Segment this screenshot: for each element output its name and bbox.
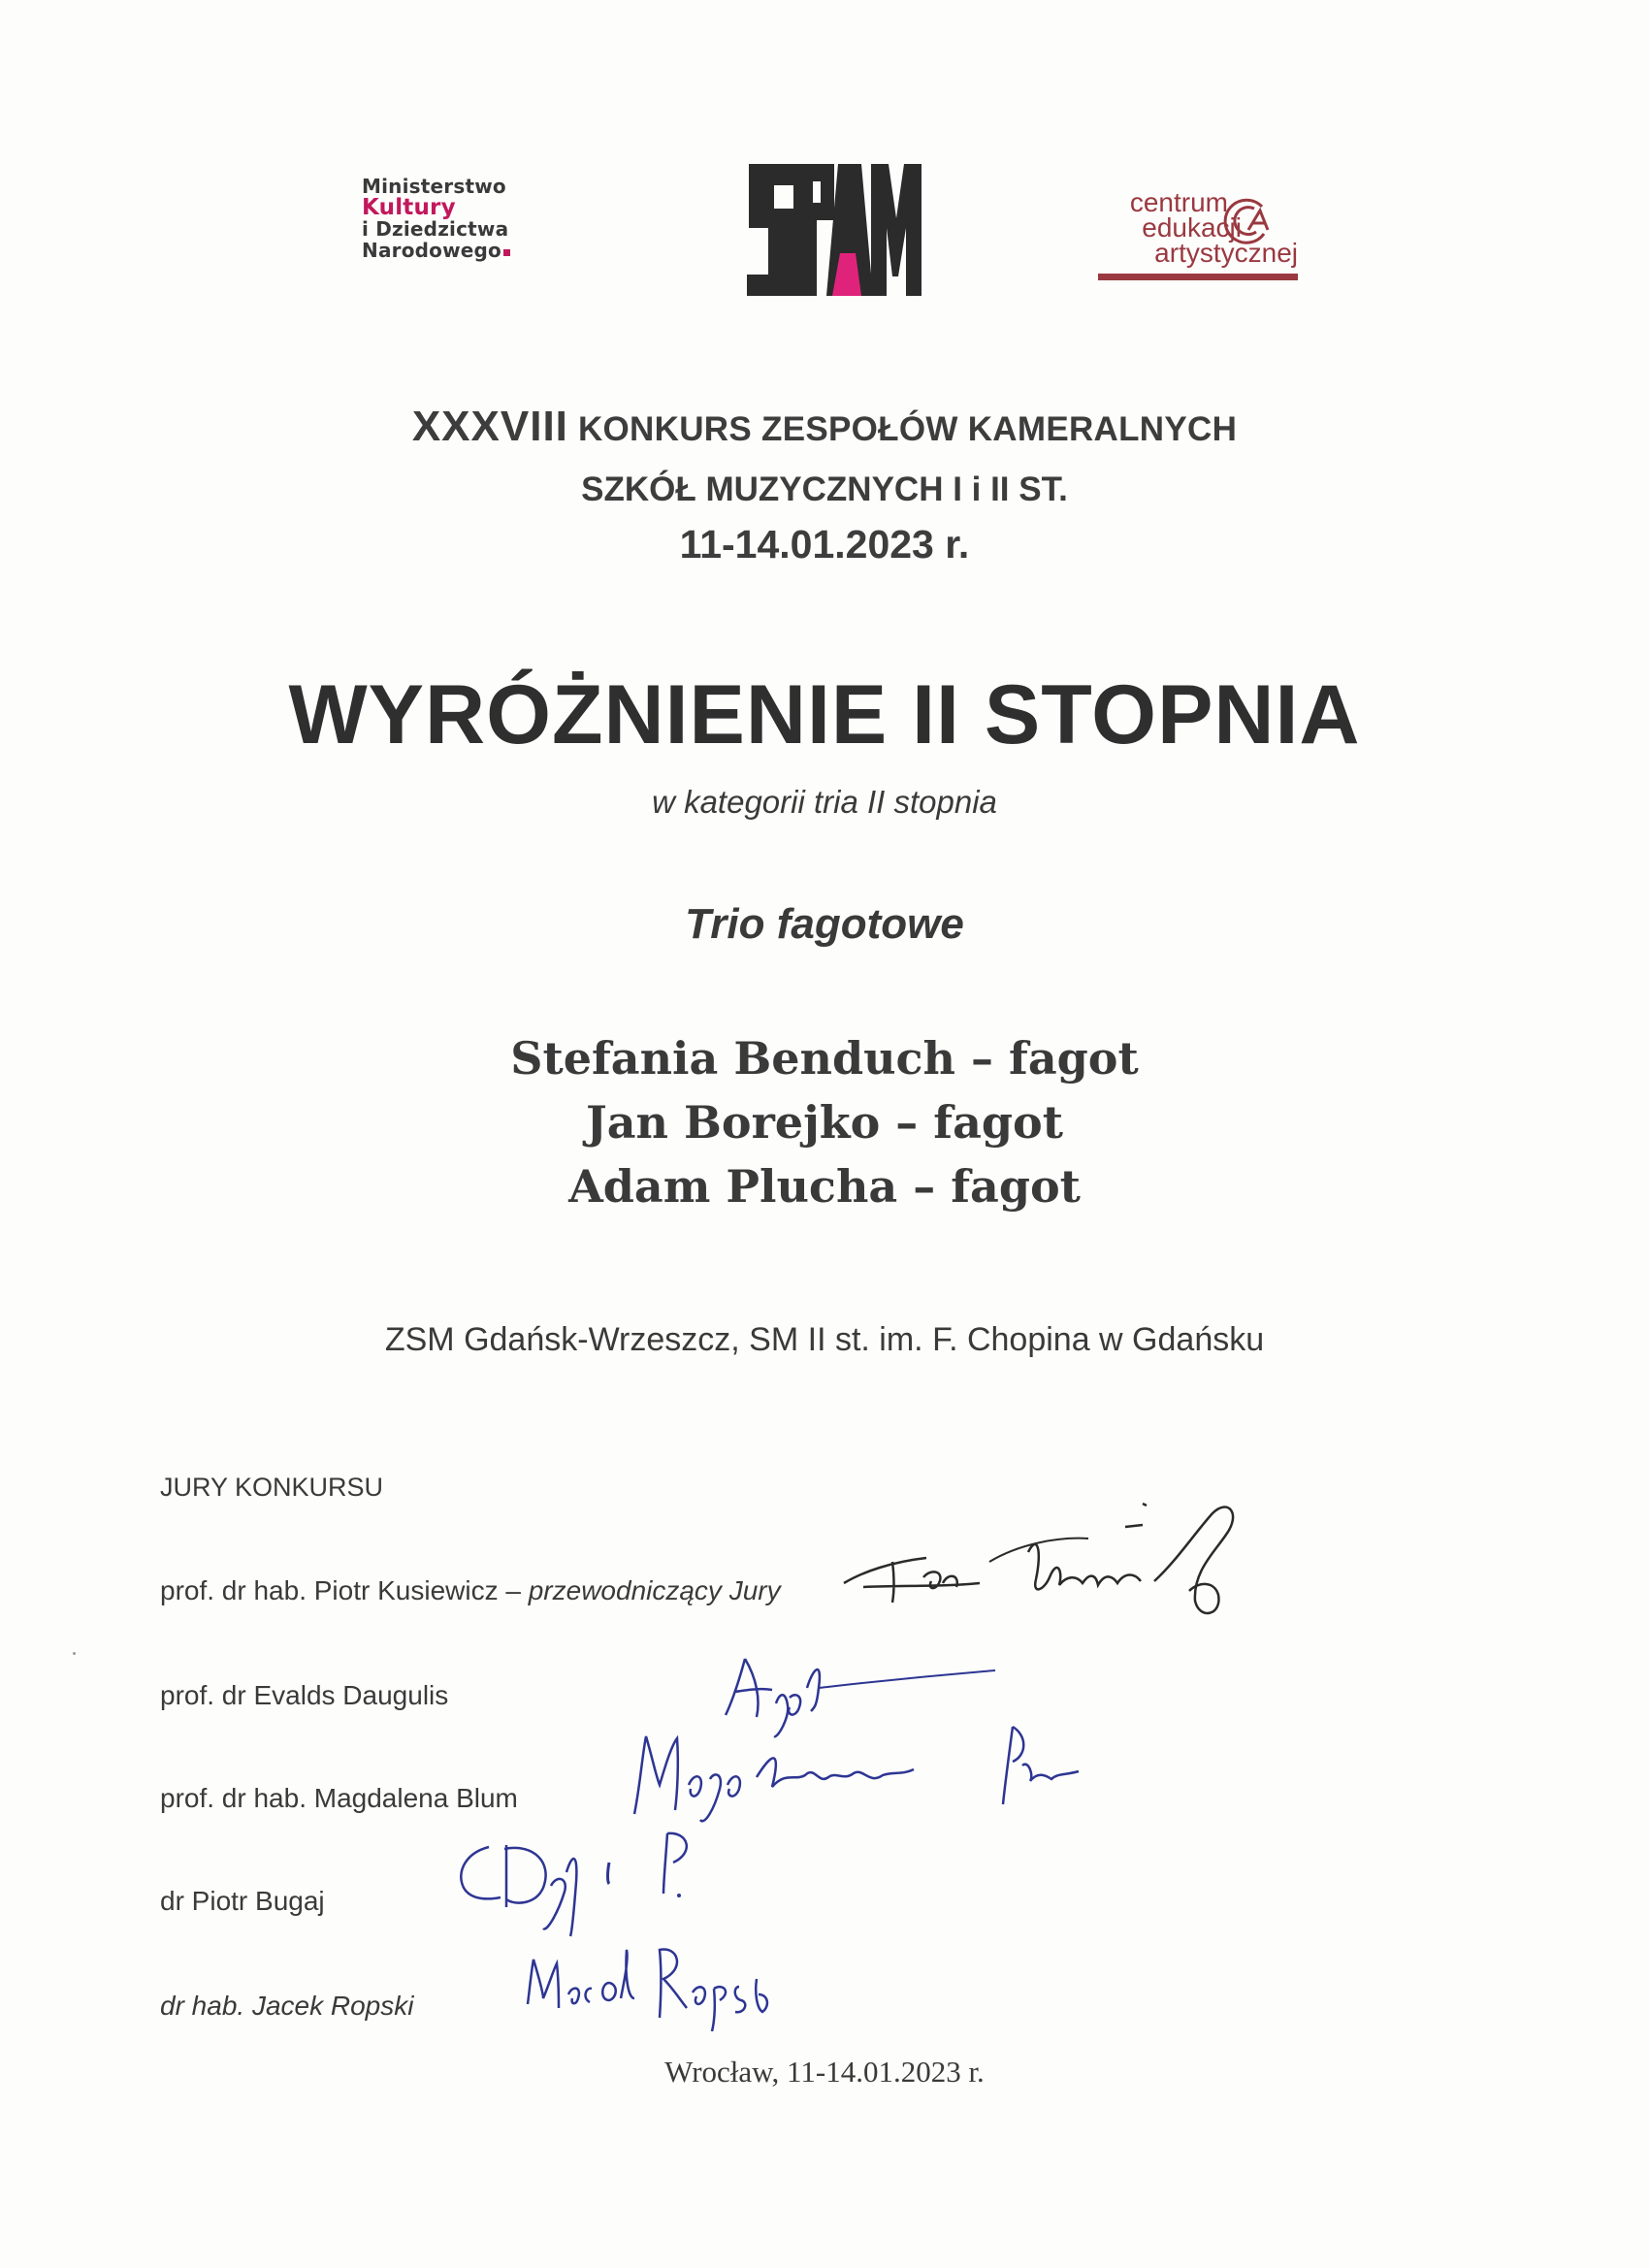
signature-bugaj [446, 1824, 795, 1940]
award-category: w kategorii tria II stopnia [652, 784, 997, 820]
ministry-logo [362, 176, 556, 261]
jury-member-name: prof. dr Evalds Daugulis [160, 1680, 449, 1710]
cea-logo-line3: artystycznej [1154, 238, 1298, 268]
ministry-logo-line3: i Dziedzictwa [362, 217, 509, 241]
ministry-logo-line2: Kultury [362, 195, 456, 220]
jury-member [160, 1783, 518, 1814]
school-name: ZSM Gdańsk-Wrzeszcz, SM II st. im. F. Chopina w Gdańsku [384, 1321, 1265, 1358]
ensemble-name: Trio fagotowe [685, 900, 964, 948]
contest-title: KONKURS ZESPOŁÓW KAMERALNYCH [577, 410, 1238, 448]
jury-member-name: prof. dr hab. Piotr Kusiewicz – [160, 1575, 529, 1605]
ensemble-member: Stefania Benduch – fagot [510, 1032, 1139, 1085]
cea-logo-line1: centrum [1129, 187, 1228, 217]
jury-member-name: dr Piotr Bugaj [160, 1886, 325, 1916]
cea-logo-line2: edukacji [1142, 212, 1242, 243]
jury-title: JURY KONKURSU [160, 1473, 384, 1502]
signature-kusiewicz [834, 1494, 1319, 1649]
signature-blum [621, 1717, 1125, 1833]
jury-member [160, 1886, 325, 1917]
contest-title-line1 [0, 403, 1649, 451]
award-title: WYRÓŻNIENIE II STOPNIA [288, 668, 1361, 761]
cea-mark-icon [1219, 197, 1272, 249]
contest-number: XXXVIII [411, 403, 568, 450]
ensemble-member: Jan Borejko – fagot [585, 1096, 1063, 1149]
ensemble-members [0, 1026, 1649, 1218]
signature-ropski [514, 1930, 786, 2037]
jury-member-name: dr hab. Jacek Ropski [160, 1991, 414, 2021]
jury-member [160, 1680, 448, 1711]
spam-logo [745, 160, 920, 296]
jury-member [160, 1575, 781, 1606]
contest-dates: 11-14.01.2023 r. [679, 522, 970, 567]
ministry-logo-line1: Ministerstwo [362, 175, 506, 198]
ensemble-member: Adam Plucha – fagot [568, 1160, 1081, 1213]
ministry-logo-line4: Narodowego [362, 239, 501, 262]
jury-member-name: prof. dr hab. Magdalena Blum [160, 1783, 518, 1813]
contest-title-line2: SZKÓŁ MUZYCZNYCH I i II ST. [581, 470, 1068, 508]
cea-logo-bar [1098, 274, 1298, 280]
jury-member [160, 1991, 413, 2022]
place-date: Wrocław, 11-14.01.2023 r. [664, 2055, 985, 2089]
jury-member-role: przewodniczący Jury [528, 1575, 781, 1605]
scan-speck [73, 1652, 76, 1655]
